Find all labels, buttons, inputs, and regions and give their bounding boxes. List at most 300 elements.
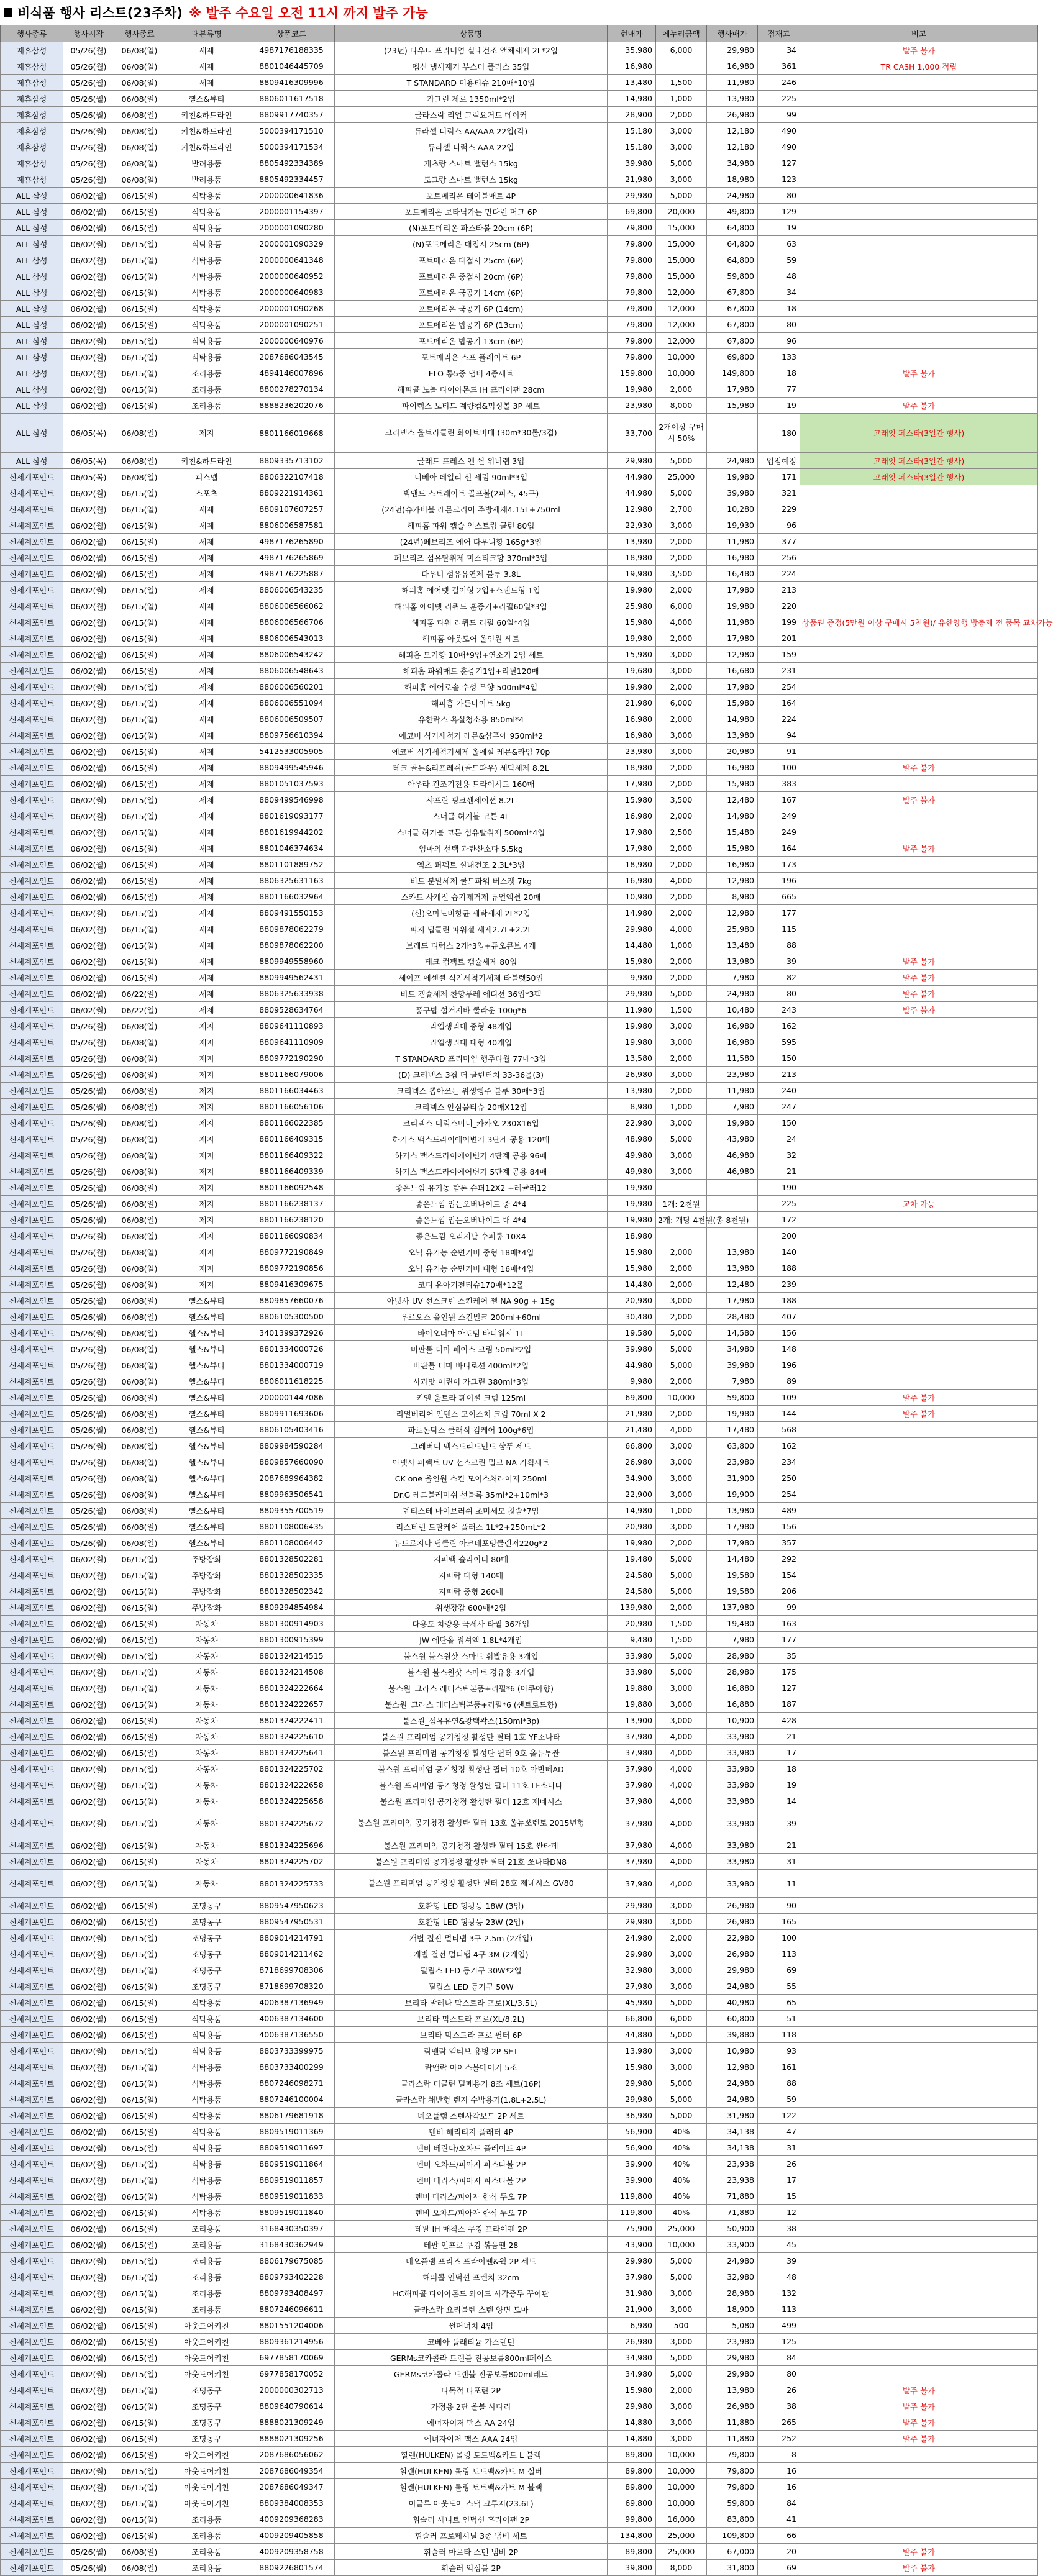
table-row[interactable] bbox=[1, 1002, 1038, 1018]
table-row[interactable] bbox=[1, 937, 1038, 953]
table-row[interactable] bbox=[1, 1067, 1038, 1083]
start-date-cell: 06/02(월) bbox=[63, 986, 114, 1002]
table-row[interactable] bbox=[1, 873, 1038, 889]
table-row[interactable] bbox=[1, 744, 1038, 760]
promo-type-cell: 신세계포인트 bbox=[1, 857, 63, 873]
table-row[interactable] bbox=[1, 840, 1038, 857]
remark-cell bbox=[800, 1535, 1038, 1551]
product-name-cell: 휘슬러 프로페셔널 3종 냄비 세트 bbox=[335, 2528, 608, 2544]
table-row[interactable] bbox=[1, 107, 1038, 123]
table-row[interactable] bbox=[1, 1212, 1038, 1228]
promo-type-cell: 신세계포인트 bbox=[1, 970, 63, 986]
col-header[interactable]: 행사종류 bbox=[1, 25, 63, 42]
discount-cell: 5,000 bbox=[656, 1664, 707, 1680]
end-date-cell: 06/15(일) bbox=[114, 2108, 165, 2124]
regular-price-cell: 19,980 bbox=[608, 1034, 656, 1050]
table-row[interactable] bbox=[1, 2301, 1038, 2318]
regular-price-cell: 18,980 bbox=[608, 550, 656, 566]
sale-price-cell: 43,980 bbox=[707, 1131, 758, 1147]
table-row[interactable] bbox=[1, 1147, 1038, 1163]
col-header[interactable]: 에누리금액 bbox=[656, 25, 707, 42]
table-row[interactable] bbox=[1, 760, 1038, 776]
product-code-cell: 8809547950531 bbox=[248, 1914, 335, 1930]
table-row[interactable] bbox=[1, 1729, 1038, 1745]
product-code-cell: 8801619093177 bbox=[248, 808, 335, 824]
col-header[interactable]: 행사매가 bbox=[707, 25, 758, 42]
regular-price-cell: 22,980 bbox=[608, 1115, 656, 1131]
table-row[interactable] bbox=[1, 1309, 1038, 1325]
product-name-cell: 오닉 유기농 순면커버 중형 18매*4입 bbox=[335, 1244, 608, 1260]
table-row[interactable] bbox=[1, 1978, 1038, 1995]
table-row[interactable] bbox=[1, 1196, 1038, 1212]
category-cell: 식탁용품 bbox=[165, 349, 248, 365]
table-row[interactable] bbox=[1, 2528, 1038, 2544]
table-row[interactable] bbox=[1, 1180, 1038, 1196]
sale-price-cell: 12,180 bbox=[707, 123, 758, 139]
col-header[interactable]: 상품코드 bbox=[248, 25, 335, 42]
remark-cell bbox=[800, 776, 1038, 792]
table-row[interactable] bbox=[1, 1745, 1038, 1761]
table-row[interactable] bbox=[1, 889, 1038, 905]
table-row[interactable] bbox=[1, 485, 1038, 501]
regular-price-cell: 14,880 bbox=[608, 2414, 656, 2431]
stock-cell: 19 bbox=[758, 220, 800, 236]
start-date-cell: 06/02(월) bbox=[63, 2479, 114, 2495]
promo-type-cell: 신세계포인트 bbox=[1, 1632, 63, 1648]
sale-price-cell: 79,800 bbox=[707, 2447, 758, 2463]
product-code-cell: 2000000641348 bbox=[248, 252, 335, 268]
table-row[interactable] bbox=[1, 2108, 1038, 2124]
col-header[interactable]: 비고 bbox=[800, 25, 1038, 42]
discount-cell: 3,000 bbox=[656, 1147, 707, 1163]
product-code-cell: 8809294854984 bbox=[248, 1600, 335, 1616]
sale-price-cell: 33,980 bbox=[707, 1854, 758, 1870]
table-row[interactable] bbox=[1, 398, 1038, 414]
table-row[interactable] bbox=[1, 2495, 1038, 2511]
sale-price-cell: 33,980 bbox=[707, 1745, 758, 1761]
table-row[interactable] bbox=[1, 2269, 1038, 2285]
remark-cell bbox=[800, 1131, 1038, 1147]
stock-cell: 38 bbox=[758, 2398, 800, 2414]
table-row[interactable] bbox=[1, 2091, 1038, 2108]
table-row[interactable] bbox=[1, 204, 1038, 220]
table-row[interactable] bbox=[1, 1390, 1038, 1406]
table-row[interactable] bbox=[1, 1535, 1038, 1551]
table-row[interactable] bbox=[1, 630, 1038, 647]
stock-cell: 20 bbox=[758, 2544, 800, 2560]
end-date-cell: 06/08(일) bbox=[114, 1180, 165, 1196]
table-row[interactable] bbox=[1, 1680, 1038, 1696]
table-row[interactable] bbox=[1, 2043, 1038, 2059]
table-row[interactable] bbox=[1, 1486, 1038, 1503]
table-row[interactable] bbox=[1, 792, 1038, 808]
table-row[interactable] bbox=[1, 2188, 1038, 2205]
table-row[interactable] bbox=[1, 695, 1038, 711]
table-row[interactable] bbox=[1, 75, 1038, 91]
category-cell: 식탁용품 bbox=[165, 333, 248, 349]
table-row[interactable] bbox=[1, 2382, 1038, 2398]
discount-cell: 5,000 bbox=[656, 2253, 707, 2269]
table-row[interactable] bbox=[1, 2156, 1038, 2172]
table-row[interactable] bbox=[1, 1664, 1038, 1680]
table-row[interactable] bbox=[1, 2140, 1038, 2156]
col-header[interactable]: 상품명 bbox=[335, 25, 608, 42]
end-date-cell: 06/15(일) bbox=[114, 1745, 165, 1761]
table-row[interactable] bbox=[1, 1341, 1038, 1357]
table-row[interactable] bbox=[1, 2479, 1038, 2495]
table-row[interactable] bbox=[1, 1870, 1038, 1898]
table-row[interactable] bbox=[1, 188, 1038, 204]
table-row[interactable] bbox=[1, 953, 1038, 970]
table-row[interactable] bbox=[1, 2334, 1038, 2350]
table-row[interactable] bbox=[1, 2560, 1038, 2576]
col-header[interactable]: 대분류명 bbox=[165, 25, 248, 42]
table-row[interactable] bbox=[1, 1050, 1038, 1067]
promo-type-cell: 신세계포인트 bbox=[1, 1486, 63, 1503]
product-name-cell: 하기스 맥스드라이에어변기 5단계 공용 84매 bbox=[335, 1163, 608, 1180]
table-row[interactable] bbox=[1, 1793, 1038, 1809]
table-row[interactable] bbox=[1, 2027, 1038, 2043]
regular-price-cell: 22,930 bbox=[608, 517, 656, 534]
table-row[interactable] bbox=[1, 1018, 1038, 1034]
stock-cell: 225 bbox=[758, 1196, 800, 1212]
table-row[interactable] bbox=[1, 970, 1038, 986]
table-row[interactable] bbox=[1, 2205, 1038, 2221]
category-cell: 자동차 bbox=[165, 1680, 248, 1696]
regular-price-cell: 75,900 bbox=[608, 2221, 656, 2237]
category-cell: 조리용품 bbox=[165, 398, 248, 414]
table-row[interactable] bbox=[1, 453, 1038, 469]
table-row[interactable] bbox=[1, 220, 1038, 236]
product-name-cell: 좋은느낌 유기농 탐폰 슈퍼12X2 +레귤러12 bbox=[335, 1180, 608, 1196]
regular-price-cell: 15,980 bbox=[608, 614, 656, 630]
table-row[interactable] bbox=[1, 1898, 1038, 1914]
table-row[interactable] bbox=[1, 1438, 1038, 1454]
table-row[interactable] bbox=[1, 582, 1038, 598]
table-row[interactable] bbox=[1, 501, 1038, 517]
table-row[interactable] bbox=[1, 1034, 1038, 1050]
stock-cell: 249 bbox=[758, 824, 800, 840]
sale-price-cell: 16,880 bbox=[707, 1680, 758, 1696]
stock-cell: 292 bbox=[758, 1551, 800, 1567]
product-name-cell: 포트메리온 밥공기 13cm (6P) bbox=[335, 333, 608, 349]
start-date-cell: 06/02(월) bbox=[63, 1793, 114, 1809]
regular-price-cell: 37,980 bbox=[608, 1809, 656, 1837]
table-row[interactable] bbox=[1, 598, 1038, 614]
stock-cell: 99 bbox=[758, 1600, 800, 1616]
table-row[interactable] bbox=[1, 824, 1038, 840]
category-cell: 조명공구 bbox=[165, 2382, 248, 2398]
table-row[interactable] bbox=[1, 857, 1038, 873]
table-row[interactable] bbox=[1, 1163, 1038, 1180]
table-row[interactable] bbox=[1, 1277, 1038, 1293]
start-date-cell: 05/26(월) bbox=[63, 1503, 114, 1519]
category-cell: 조명공구 bbox=[165, 1962, 248, 1978]
product-code-cell: 3168430362949 bbox=[248, 2237, 335, 2253]
start-date-cell: 06/02(월) bbox=[63, 1729, 114, 1745]
promo-type-cell: 신세계포인트 bbox=[1, 2124, 63, 2140]
start-date-cell: 05/26(월) bbox=[63, 1244, 114, 1260]
table-row[interactable] bbox=[1, 1260, 1038, 1277]
table-row[interactable] bbox=[1, 550, 1038, 566]
remark-cell bbox=[800, 1567, 1038, 1583]
product-name-cell: 아넷사 퍼펙트 UV 선스크린 밀크 NA 기획세트 bbox=[335, 1454, 608, 1470]
table-row[interactable] bbox=[1, 647, 1038, 663]
category-cell: 세제 bbox=[165, 614, 248, 630]
table-row[interactable] bbox=[1, 1995, 1038, 2011]
regular-price-cell: 48,980 bbox=[608, 1131, 656, 1147]
table-row[interactable] bbox=[1, 2172, 1038, 2188]
promo-type-cell: 신세계포인트 bbox=[1, 1946, 63, 1962]
table-row[interactable] bbox=[1, 1454, 1038, 1470]
regular-price-cell: 44,980 bbox=[608, 469, 656, 485]
table-row[interactable] bbox=[1, 414, 1038, 453]
table-row[interactable] bbox=[1, 333, 1038, 349]
category-cell: 주방잡화 bbox=[165, 1551, 248, 1567]
table-row[interactable] bbox=[1, 1406, 1038, 1422]
category-cell: 세제 bbox=[165, 970, 248, 986]
table-row[interactable] bbox=[1, 91, 1038, 107]
remark-cell bbox=[800, 1551, 1038, 1567]
category-cell: 세제 bbox=[165, 630, 248, 647]
col-header[interactable]: 점재고 bbox=[758, 25, 800, 42]
table-row[interactable] bbox=[1, 2221, 1038, 2237]
remark-cell bbox=[800, 1898, 1038, 1914]
table-row[interactable] bbox=[1, 1713, 1038, 1729]
table-row[interactable] bbox=[1, 2463, 1038, 2479]
category-cell: 조리용품 bbox=[165, 2301, 248, 2318]
table-row[interactable] bbox=[1, 2398, 1038, 2414]
table-row[interactable] bbox=[1, 2059, 1038, 2075]
product-code-cell: 2000000302713 bbox=[248, 2382, 335, 2398]
remark-cell bbox=[800, 808, 1038, 824]
product-name-cell: 듀라셀 디럭스 AA/AAA 22입(각) bbox=[335, 123, 608, 139]
sale-price-cell bbox=[707, 1180, 758, 1196]
table-row[interactable] bbox=[1, 155, 1038, 171]
promo-type-cell: 신세계포인트 bbox=[1, 873, 63, 889]
table-row[interactable] bbox=[1, 534, 1038, 550]
table-row[interactable] bbox=[1, 1131, 1038, 1147]
table-row[interactable] bbox=[1, 905, 1038, 921]
table-row[interactable] bbox=[1, 2253, 1038, 2269]
table-row[interactable] bbox=[1, 986, 1038, 1002]
product-code-cell: 8809221914361 bbox=[248, 485, 335, 501]
table-row[interactable] bbox=[1, 1946, 1038, 1962]
table-row[interactable] bbox=[1, 2285, 1038, 2301]
start-date-cell: 06/02(월) bbox=[63, 2172, 114, 2188]
product-code-cell: 2000001447086 bbox=[248, 1390, 335, 1406]
product-code-cell: 8806011617518 bbox=[248, 91, 335, 107]
table-row[interactable] bbox=[1, 614, 1038, 630]
sale-price-cell: 16,980 bbox=[707, 550, 758, 566]
table-row[interactable] bbox=[1, 2075, 1038, 2091]
table-row[interactable] bbox=[1, 284, 1038, 301]
product-code-cell: 8806006543235 bbox=[248, 582, 335, 598]
table-row[interactable] bbox=[1, 1761, 1038, 1777]
category-cell: 아웃도어키친 bbox=[165, 2495, 248, 2511]
table-row[interactable] bbox=[1, 679, 1038, 695]
table-row[interactable] bbox=[1, 2431, 1038, 2447]
stock-cell: 17 bbox=[758, 1745, 800, 1761]
table-row[interactable] bbox=[1, 2011, 1038, 2027]
table-row[interactable] bbox=[1, 139, 1038, 155]
end-date-cell: 06/15(일) bbox=[114, 776, 165, 792]
end-date-cell: 06/08(일) bbox=[114, 1115, 165, 1131]
discount-cell: 4,000 bbox=[656, 921, 707, 937]
table-row[interactable] bbox=[1, 663, 1038, 679]
remark-cell bbox=[800, 566, 1038, 582]
category-cell: 헬스&뷰티 bbox=[165, 1422, 248, 1438]
table-row[interactable] bbox=[1, 2544, 1038, 2560]
table-row[interactable] bbox=[1, 1600, 1038, 1616]
table-row[interactable] bbox=[1, 2124, 1038, 2140]
table-row[interactable] bbox=[1, 268, 1038, 284]
stock-cell: 26 bbox=[758, 2156, 800, 2172]
end-date-cell: 06/15(일) bbox=[114, 614, 165, 630]
sale-price-cell: 13,980 bbox=[707, 727, 758, 744]
table-row[interactable] bbox=[1, 1551, 1038, 1567]
table-row[interactable] bbox=[1, 1696, 1038, 1713]
stock-cell: 490 bbox=[758, 139, 800, 155]
table-row[interactable] bbox=[1, 1930, 1038, 1946]
table-row[interactable] bbox=[1, 1914, 1038, 1930]
end-date-cell: 06/08(일) bbox=[114, 1309, 165, 1325]
promo-type-cell: 제휴삼성 bbox=[1, 171, 63, 188]
product-name-cell: 에너자이저 맥스 AAA 24입 bbox=[335, 2431, 608, 2447]
end-date-cell: 06/15(일) bbox=[114, 2285, 165, 2301]
col-header[interactable]: 현매가 bbox=[608, 25, 656, 42]
table-row[interactable] bbox=[1, 236, 1038, 252]
regular-price-cell: 29,980 bbox=[608, 2075, 656, 2091]
product-name-cell: 스너글 허거블 코튼 섬유탈취제 500ml*4입 bbox=[335, 824, 608, 840]
table-row[interactable] bbox=[1, 349, 1038, 365]
table-row[interactable] bbox=[1, 2318, 1038, 2334]
product-code-cell: 2000001154397 bbox=[248, 204, 335, 220]
sale-price-cell: 71,880 bbox=[707, 2188, 758, 2205]
promo-type-cell: 신세계포인트 bbox=[1, 630, 63, 647]
table-row[interactable] bbox=[1, 1854, 1038, 1870]
table-row[interactable] bbox=[1, 2447, 1038, 2463]
table-row[interactable] bbox=[1, 1777, 1038, 1793]
sale-price-cell: 67,800 bbox=[707, 284, 758, 301]
table-row[interactable] bbox=[1, 1583, 1038, 1600]
table-row[interactable] bbox=[1, 1567, 1038, 1583]
table-row[interactable] bbox=[1, 1632, 1038, 1648]
table-row[interactable] bbox=[1, 365, 1038, 381]
category-cell: 주방잡화 bbox=[165, 1583, 248, 1600]
promo-type-cell: 신세계포인트 bbox=[1, 2414, 63, 2431]
table-row[interactable] bbox=[1, 58, 1038, 75]
table-row[interactable] bbox=[1, 711, 1038, 727]
table-row[interactable] bbox=[1, 1503, 1038, 1519]
table-row[interactable] bbox=[1, 317, 1038, 333]
promo-type-cell: 신세계포인트 bbox=[1, 905, 63, 921]
table-row[interactable] bbox=[1, 1357, 1038, 1373]
table-row[interactable] bbox=[1, 1293, 1038, 1309]
end-date-cell: 06/08(일) bbox=[114, 1212, 165, 1228]
table-row[interactable] bbox=[1, 727, 1038, 744]
end-date-cell: 06/15(일) bbox=[114, 840, 165, 857]
table-row[interactable] bbox=[1, 2511, 1038, 2528]
product-code-cell: 8801166092548 bbox=[248, 1180, 335, 1196]
product-name-cell: 테크 골든&리프레쉬(골드파우) 세탁세제 8.2L bbox=[335, 760, 608, 776]
table-row[interactable] bbox=[1, 301, 1038, 317]
start-date-cell: 06/02(월) bbox=[63, 776, 114, 792]
table-row[interactable] bbox=[1, 381, 1038, 398]
table-row[interactable] bbox=[1, 2350, 1038, 2366]
table-row[interactable] bbox=[1, 1422, 1038, 1438]
sale-price-cell: 10,280 bbox=[707, 501, 758, 517]
remark-cell bbox=[800, 485, 1038, 501]
remark-cell bbox=[800, 1745, 1038, 1761]
product-name-cell: 이글루 아웃도어 스낵 크루저(23.6L) bbox=[335, 2495, 608, 2511]
table-row[interactable] bbox=[1, 469, 1038, 485]
category-cell: 조리용품 bbox=[165, 365, 248, 381]
table-row[interactable] bbox=[1, 1809, 1038, 1837]
discount-cell: 500 bbox=[656, 2318, 707, 2334]
discount-cell: 2,000 bbox=[656, 970, 707, 986]
table-row[interactable] bbox=[1, 921, 1038, 937]
start-date-cell: 06/02(월) bbox=[63, 2140, 114, 2156]
table-row[interactable] bbox=[1, 1519, 1038, 1535]
table-row[interactable] bbox=[1, 1837, 1038, 1854]
product-code-cell: 8801300914903 bbox=[248, 1616, 335, 1632]
category-cell: 제지 bbox=[165, 1277, 248, 1293]
start-date-cell: 06/02(월) bbox=[63, 220, 114, 236]
table-row[interactable] bbox=[1, 566, 1038, 582]
table-row[interactable] bbox=[1, 123, 1038, 139]
product-name-cell: 페브리즈 섬유탈취제 미스티크향 370ml*3입 bbox=[335, 550, 608, 566]
table-row[interactable] bbox=[1, 252, 1038, 268]
regular-price-cell: 31,980 bbox=[608, 2285, 656, 2301]
table-row[interactable] bbox=[1, 1373, 1038, 1390]
table-row[interactable] bbox=[1, 1325, 1038, 1341]
table-row[interactable] bbox=[1, 1244, 1038, 1260]
side-note-cell: 상품권 증정(5만원 이상 구매시 5천원)/ 유한양행 방충제 전 품목 교차가능 bbox=[800, 614, 1038, 630]
end-date-cell: 06/08(일) bbox=[114, 2560, 165, 2576]
category-cell: 조리용품 bbox=[165, 2269, 248, 2285]
sale-price-cell: 34,138 bbox=[707, 2124, 758, 2140]
table-row[interactable] bbox=[1, 517, 1038, 534]
col-header[interactable]: 행사시작 bbox=[63, 25, 114, 42]
category-cell: 세제 bbox=[165, 905, 248, 921]
sale-price-cell: 149,800 bbox=[707, 365, 758, 381]
end-date-cell: 06/08(일) bbox=[114, 91, 165, 107]
table-row[interactable] bbox=[1, 1083, 1038, 1099]
table-row[interactable] bbox=[1, 1470, 1038, 1486]
table-row[interactable] bbox=[1, 2366, 1038, 2382]
table-row[interactable] bbox=[1, 2414, 1038, 2431]
remark-cell bbox=[800, 2269, 1038, 2285]
table-row[interactable] bbox=[1, 1115, 1038, 1131]
start-date-cell: 06/02(월) bbox=[63, 517, 114, 534]
table-row[interactable] bbox=[1, 1962, 1038, 1978]
table-row[interactable] bbox=[1, 2237, 1038, 2253]
table-row[interactable] bbox=[1, 1616, 1038, 1632]
table-row[interactable] bbox=[1, 776, 1038, 792]
product-name-cell: 포트메리온 보타닉가든 만다린 머그 6P bbox=[335, 204, 608, 220]
table-row[interactable] bbox=[1, 42, 1038, 58]
table-row[interactable] bbox=[1, 171, 1038, 188]
table-row[interactable] bbox=[1, 1228, 1038, 1244]
product-code-cell: 8806011618225 bbox=[248, 1373, 335, 1390]
table-row[interactable] bbox=[1, 1099, 1038, 1115]
category-cell: 제지 bbox=[165, 1083, 248, 1099]
table-row[interactable] bbox=[1, 808, 1038, 824]
table-row[interactable] bbox=[1, 1648, 1038, 1664]
col-header[interactable]: 행사종료 bbox=[114, 25, 165, 42]
promo-type-cell: 신세계포인트 bbox=[1, 1309, 63, 1325]
